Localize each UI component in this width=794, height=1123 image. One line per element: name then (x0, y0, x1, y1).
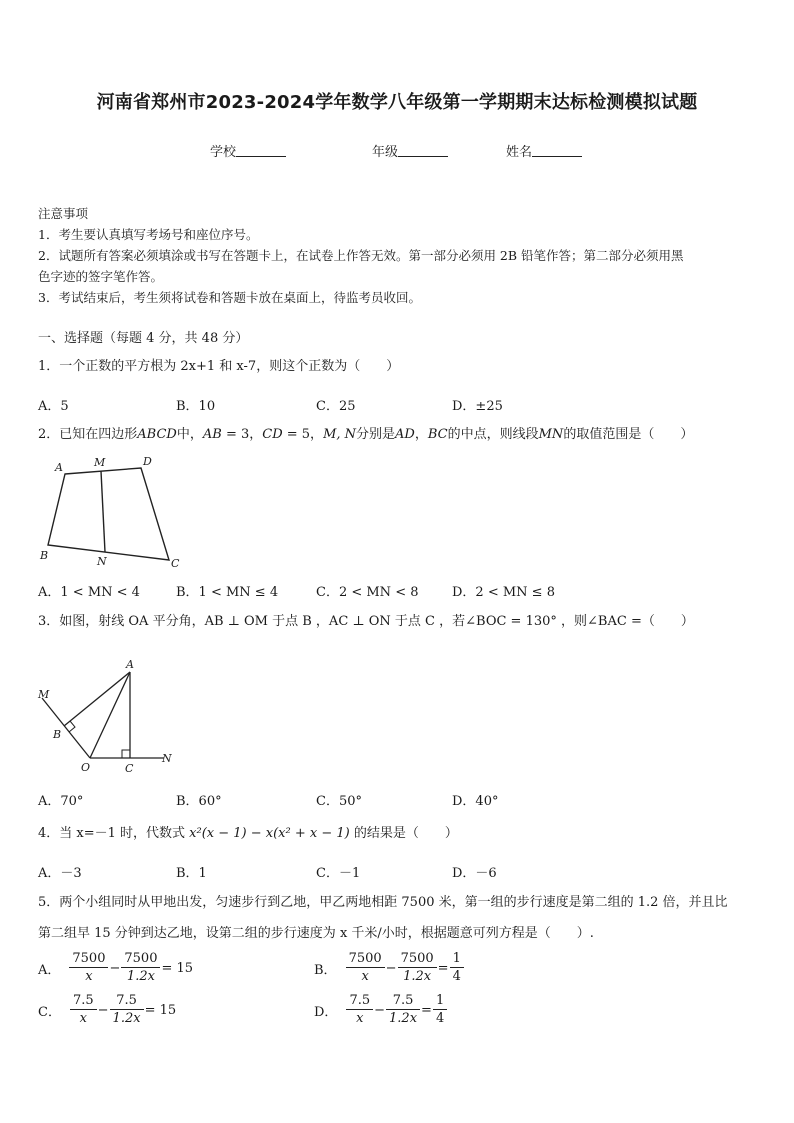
q2-seg-mn: MN (538, 427, 564, 442)
q4-part: 的结果是（ ） (353, 826, 458, 841)
numerator: 7500 (69, 951, 108, 968)
note-item: 1．考生要认真填写考场号和座位序号。 (38, 227, 259, 242)
option-c: C．25 (316, 399, 356, 414)
label-c: C (171, 557, 180, 570)
school-label: 学校 (210, 145, 237, 160)
q5-option-a (38, 951, 193, 985)
q5-option-c (38, 993, 176, 1027)
quad-outline (48, 468, 169, 560)
q2-part: 中， (176, 427, 203, 442)
name-label: 姓名 (506, 145, 533, 160)
fraction (433, 993, 447, 1027)
q2-part: 分别是 (356, 427, 396, 442)
minus-sign: − (97, 1002, 109, 1018)
section-heading: 一、选择题（每题 4 分，共 48 分） (38, 331, 249, 346)
question-1-text: 1．一个正数的平方根为 2x+1 和 x-7，则这个正数为（ ） (38, 359, 400, 374)
label-b: B (53, 728, 62, 741)
numerator: 7.5 (110, 993, 144, 1010)
option-d: D．40° (452, 794, 499, 809)
right-angle-mark-b (69, 721, 75, 732)
fraction (398, 951, 437, 985)
angle-bisector-figure (34, 654, 184, 778)
rhs: = 15 (161, 960, 194, 976)
label-d: D (143, 455, 152, 468)
name-field (506, 141, 582, 160)
option-b: B．60° (176, 794, 222, 809)
question-3-options (38, 790, 762, 810)
segment-mn (101, 471, 105, 552)
school-blank (236, 144, 286, 157)
numerator: 7500 (346, 951, 385, 968)
ray-om (42, 698, 90, 758)
numerator: 7.5 (386, 993, 420, 1010)
option-c: C．－1 (316, 866, 361, 881)
option-c: C．50° (316, 794, 362, 809)
label-a: A (126, 658, 134, 671)
denominator: 1.2x (126, 969, 155, 984)
option-d: D．±25 (452, 399, 503, 414)
q2-part: = 5， (282, 427, 324, 442)
question-3-text: 3．如图，射线 OA 平分角，AB ⊥ OM 于点 B ，AC ⊥ ON 于点 C ，若∠BOC = 130° ，则∠BAC =（ ） (38, 614, 694, 629)
denominator: 1.2x (403, 969, 432, 984)
numerator: 7.5 (346, 993, 373, 1010)
q2-part: 的取值范围是（ ） (563, 427, 694, 442)
ray-oa (90, 672, 130, 758)
rhs: = 15 (144, 1002, 177, 1018)
denominator: 4 (452, 969, 461, 984)
denominator: x (361, 969, 369, 984)
fraction (69, 951, 108, 985)
option-a: A．70° (38, 794, 84, 809)
note-item: 3．考试结束后，考生须将试卷和答题卡放在桌面上，待监考员收回。 (38, 290, 421, 305)
option-b: B．1 < MN ≤ 4 (176, 585, 279, 600)
right-angle-mark-c (122, 750, 130, 758)
denominator: x (356, 1011, 364, 1026)
label-o: O (81, 761, 91, 774)
option-b: B．1 (176, 866, 207, 881)
notes-heading: 注意事项 (38, 206, 89, 221)
fraction (121, 951, 160, 985)
quadrilateral-figure (34, 452, 194, 574)
label-m: M (38, 688, 50, 701)
label-m: M (94, 456, 106, 469)
fraction (346, 951, 385, 985)
numerator: 7.5 (70, 993, 97, 1010)
notes-block (38, 203, 762, 308)
grade-label: 年级 (372, 145, 399, 160)
note-item: 色字迹的签字笔作答。 (38, 269, 164, 284)
q2-part: ， (414, 427, 428, 442)
question-1-options (38, 395, 762, 415)
option-label: D． (314, 1004, 338, 1020)
school-field (210, 141, 286, 160)
q2-part: 的中点，则线段 (447, 427, 539, 442)
option-a: A．5 (38, 399, 69, 414)
q5-option-b (314, 951, 465, 985)
option-label: C． (38, 1004, 61, 1020)
numerator: 7500 (121, 951, 160, 968)
minus-sign: − (109, 960, 121, 976)
fraction (110, 993, 144, 1027)
q2-part: 2．已知在四边形 (38, 427, 138, 442)
question-4-options (38, 862, 762, 882)
fraction (70, 993, 97, 1027)
equals-sign: = (421, 1002, 432, 1018)
denominator: x (85, 969, 93, 984)
denominator: 4 (435, 1011, 445, 1026)
fraction (450, 951, 464, 985)
question-4-text (38, 823, 762, 845)
grade-blank (398, 144, 448, 157)
label-a: A (55, 461, 63, 474)
fraction (386, 993, 420, 1027)
q4-part: 4．当 x=－1 时，代数式 (38, 826, 186, 841)
question-5-line2: 第二组早 15 分钟到达乙地，设第二组的步行速度为 x 千米/小时，根据题意可列方程是（ ）. (38, 926, 594, 941)
question-2-options (38, 581, 762, 601)
question-5-line1: 5．两个小组同时从甲地出发，匀速步行到乙地，甲乙两地相距 7500 米，第一组的步行速度是第二组的 1.2 倍，并且比 (38, 895, 728, 910)
q5-option-d (314, 993, 448, 1027)
note-item: 2．试题所有答案必须填涂或书写在答题卡上，在试卷上作答无效。第一部分必须用 2B 铅笔作答；第二部分必须用黑 (38, 248, 684, 263)
option-label: A． (38, 962, 61, 978)
denominator: 1.2x (389, 1011, 418, 1026)
option-c: C．2 < MN < 8 (316, 585, 419, 600)
name-blank (532, 144, 582, 157)
q2-seg-ab: AB (202, 427, 222, 442)
q2-seg-cd: CD (262, 427, 283, 442)
option-d: D．2 < MN ≤ 8 (452, 585, 555, 600)
segment-ab (64, 672, 130, 726)
denominator: x (79, 1011, 87, 1026)
numerator: 7500 (398, 951, 437, 968)
option-a: A．－3 (38, 866, 82, 881)
option-a: A．1 < MN < 4 (38, 585, 140, 600)
option-d: D．－6 (452, 866, 497, 881)
option-label: B． (314, 962, 337, 978)
minus-sign: − (374, 1002, 386, 1018)
option-b: B．10 (176, 399, 216, 414)
q4-expression: x²(x − 1) − x(x² + x − 1) (189, 826, 350, 841)
label-b: B (40, 549, 49, 562)
q2-quad-name: ABCD (137, 427, 177, 442)
q2-part: = 3， (221, 427, 263, 442)
denominator: 1.2x (112, 1011, 141, 1026)
equals-sign: = (437, 960, 449, 976)
q2-seg-bc: BC (427, 427, 448, 442)
q2-points: M, N (323, 427, 357, 442)
numerator: 1 (450, 951, 464, 968)
q2-seg-ad: AD (395, 427, 415, 442)
numerator: 1 (433, 993, 447, 1010)
minus-sign: − (385, 960, 397, 976)
exam-title: 河南省郑州市2023-2024学年数学八年级第一学期期末达标检测模拟试题 (96, 92, 698, 113)
question-2-text (38, 424, 762, 446)
label-n: N (162, 752, 172, 765)
fraction (346, 993, 373, 1027)
grade-field (372, 141, 448, 160)
label-n: N (97, 555, 107, 568)
label-c: C (125, 762, 134, 775)
